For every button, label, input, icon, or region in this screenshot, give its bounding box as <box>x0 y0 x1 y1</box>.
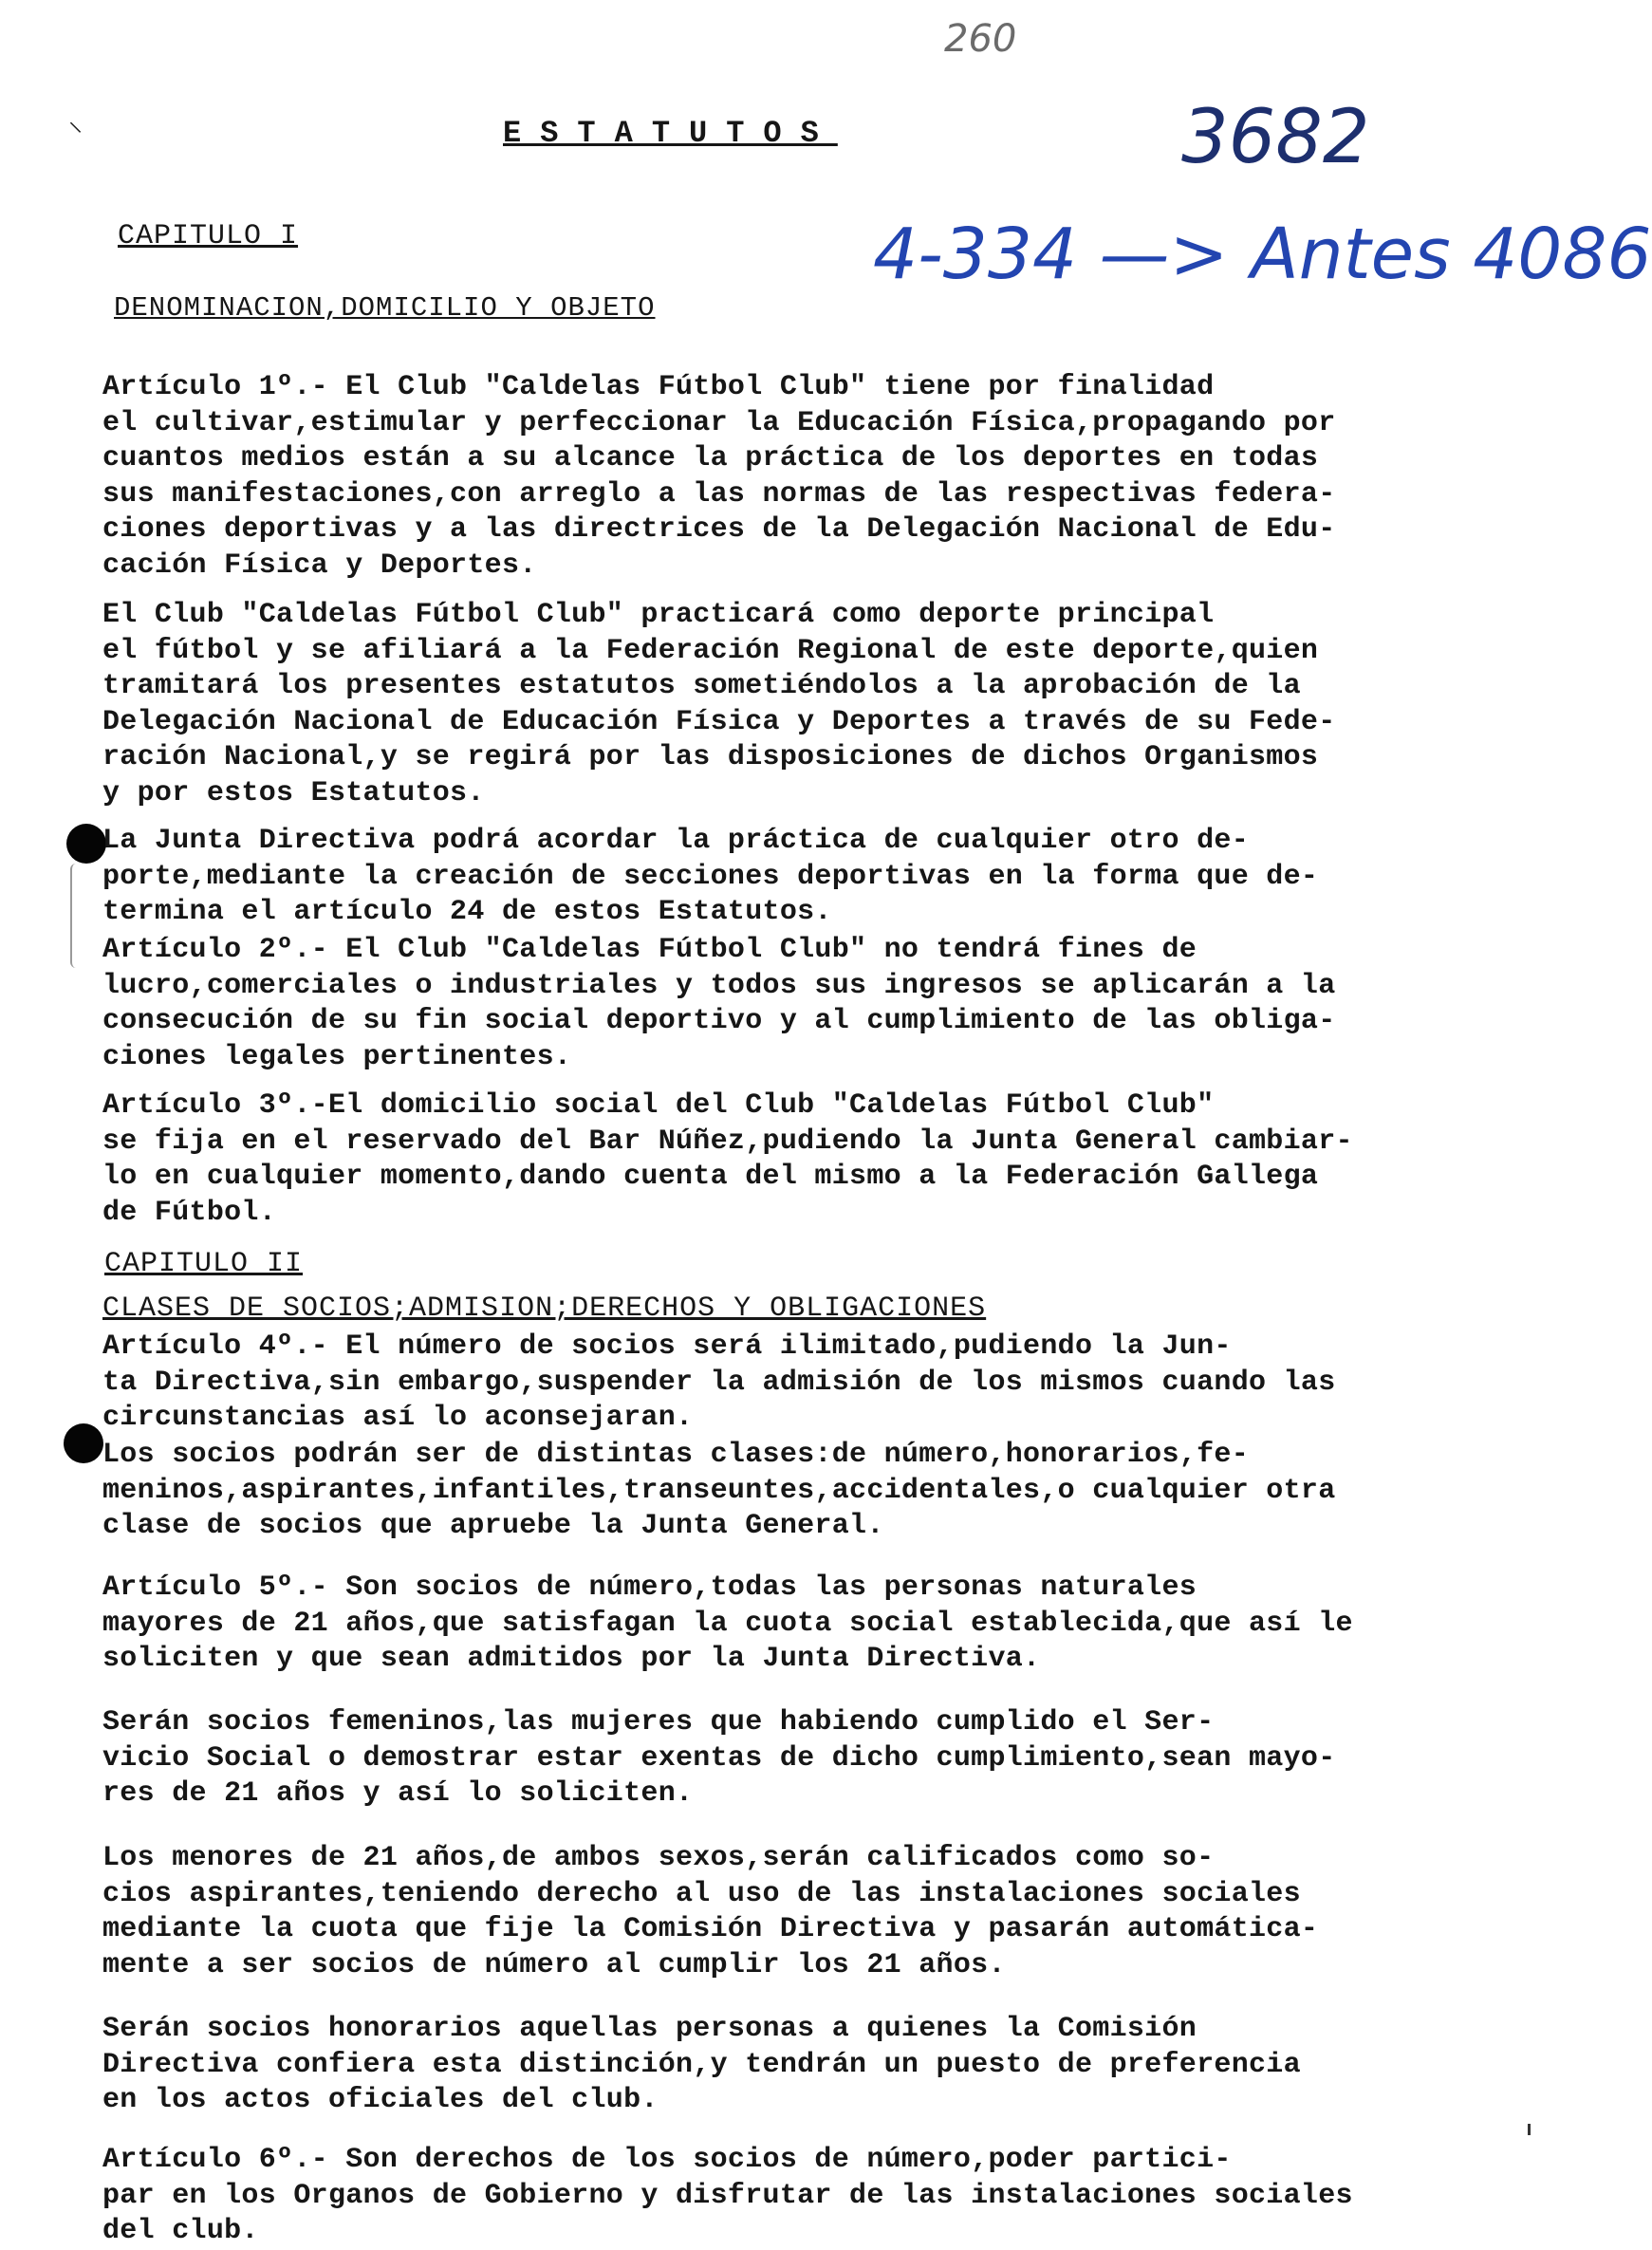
article-5-paragraph: Artículo 5º.- Son socios de número,todas las personas naturales mayores de 21 años,que satisfagan la cuota social establecida,que así le soliciten y que sean admitidos por la Junta Directiva. <box>102 1571 1353 1676</box>
margin-pencil-scribble <box>70 864 82 968</box>
chapter-1-label: CAPITULO I <box>118 220 299 252</box>
article-2-paragraph: Artículo 2º.- El Club "Caldelas Fútbol Club" no tendrá fines de lucro,comerciales o industriales y todos sus ingresos se aplicarán a la consecución de su fin social deportivo y al cumplimiento de las obliga- ciones legales pertinentes. <box>102 934 1336 1073</box>
punch-hole-bottom <box>64 1423 103 1463</box>
chapter-1-subtitle: DENOMINACION,DOMICILIO Y OBJETO <box>114 292 656 324</box>
article-6-paragraph: Artículo 6º.- Son derechos de los socios de número,poder partici- par en los Organos de Gobierno y disfrutar de las instalaciones sociales del club. <box>102 2144 1353 2248</box>
article-4-classes-paragraph: Los socios podrán ser de distintas clases:de número,honorarios,fe- meninos,aspirantes,infantiles,transeuntes,accidentales,o cualquier otra clase de socios que apruebe la Junta General. <box>102 1439 1336 1543</box>
article-1-paragraph: Artículo 1º.- El Club "Caldelas Fútbol Club" tiene por finalidad el cultivar,estimular y perfeccionar la Educación Física,propagando por cuantos medios están a su alcance la práctica de los deportes en todas sus manifestaciones,con arreglo a las normas de las respectivas federa- ciones deportivas y a las directrices de la Delegación Nacional de Edu- cación Física y Deportes. <box>102 371 1336 582</box>
folio-number: 260 <box>944 17 1017 61</box>
article-1-sports-paragraph: El Club "Caldelas Fútbol Club" practicará como deporte principal el fútbol y se afiliará a la Federación Regional de este deporte,quien tramitará los presentes estatutos sometiéndolos a la aprobación de la Delegación Nacional de Educación Física y Deportes a través de su Fede- ración Nacional,y se regirá por las disposiciones de dichos Organismos y por estos Estatutos. <box>102 599 1336 809</box>
punch-hole-top <box>66 824 106 864</box>
chapter-2-subtitle: CLASES DE SOCIOS;ADMISION;DERECHOS Y OBLIGACIONES <box>102 1292 987 1325</box>
article-3-paragraph: Artículo 3º.-El domicilio social del Club "Caldelas Fútbol Club" se fija en el reservado del Bar Núñez,pudiendo la Junta General cambiar- lo en cualquier momento,dando cuenta del mismo a la Federación Gallega de Fútbol. <box>102 1089 1353 1229</box>
margin-dot <box>1528 2124 1531 2135</box>
article-5-honorary-paragraph: Serán socios honorarios aquellas personas a quienes la Comisión Directiva confiera esta distinción,y tendrán un puesto de preferencia en los actos oficiales del club. <box>102 2013 1301 2117</box>
margin-tick-mark: ⸌ <box>68 117 83 150</box>
document-title: ESTATUTOS <box>503 116 838 151</box>
article-4-paragraph: Artículo 4º.- El número de socios será ilimitado,pudiendo la Jun- ta Directiva,sin embargo,suspender la admisión de los mismos cuando las circunstancias así lo aconsejaran. <box>102 1330 1336 1435</box>
article-5-women-paragraph: Serán socios femeninos,las mujeres que habiendo cumplido el Ser- vicio Social o demostrar estar exentas de dicho cumplimiento,sean mayo- res de 21 años y así lo soliciten. <box>102 1706 1336 1811</box>
article-1-sections-paragraph: La Junta Directiva podrá acordar la práctica de cualquier otro de- porte,mediante la creación de secciones deportivas en la forma que de- termina el artículo 24 de estos Estatutos. <box>102 825 1319 929</box>
registry-annotation: 4-334 —> Antes 4086 <box>873 214 1652 295</box>
article-5-minors-paragraph: Los menores de 21 años,de ambos sexos,serán calificados como so- cios aspirantes,teniendo derecho al uso de las instalaciones sociales mediante la cuota que fije la Comisión Directiva y pasarán automática- mente a ser socios de número al cumplir los 21 años. <box>102 1842 1319 1981</box>
reference-number: 3682 <box>1181 95 1370 180</box>
chapter-2-label: CAPITULO II <box>104 1248 304 1280</box>
